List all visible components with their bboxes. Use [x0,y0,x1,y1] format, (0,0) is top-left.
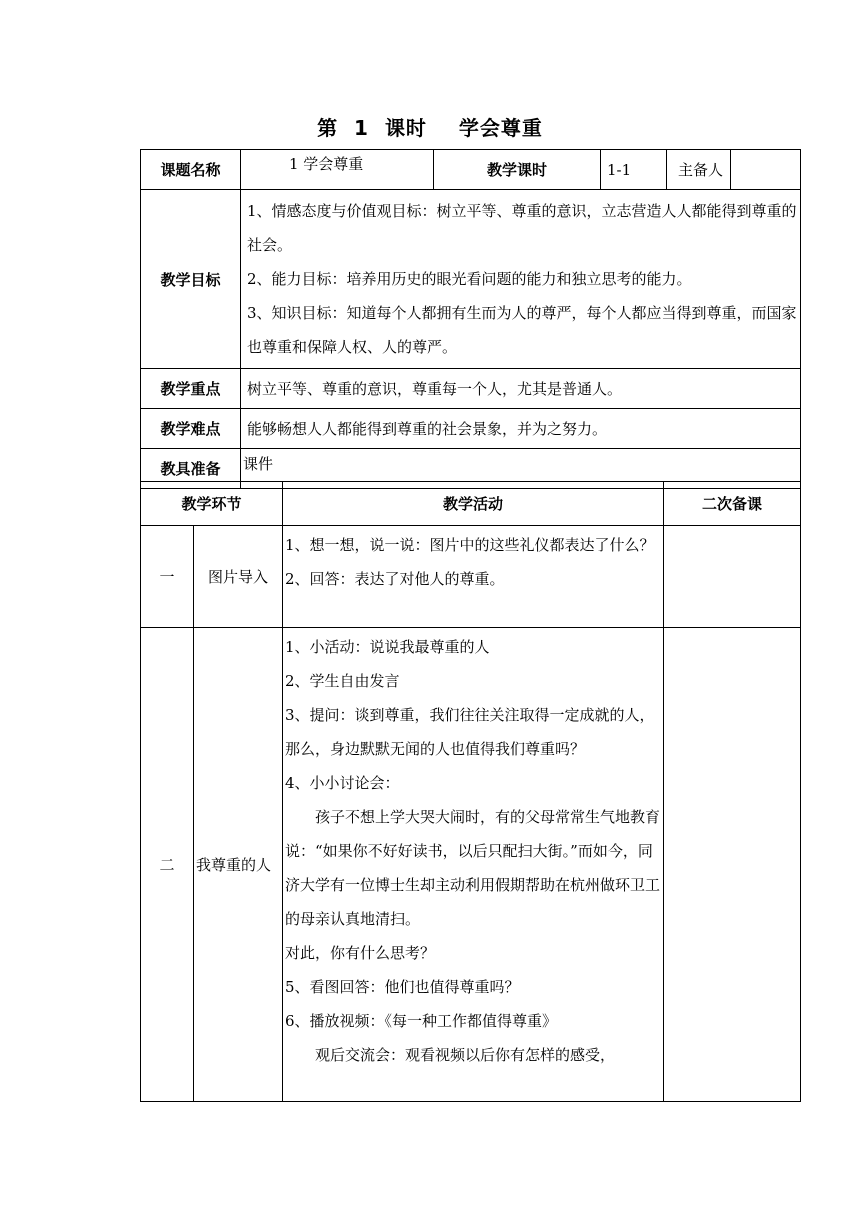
goal-line: 1、情感态度与价值观目标：树立平等、尊重的意识，立志营造人人都能得到尊重的社会。 [247,202,797,254]
activity-line: 孩子不想上学大哭大闹时，有的父母常常生气地教育说：“如果你不好好读书，以后只配扫大街。”而如今，同济大学有一位博士生却主动利用假期帮助在杭州做环卫工的母亲认真地清扫。 [285,808,661,928]
activity-line: 2、学生自由发言 [285,672,400,690]
second-prep-cell [664,526,801,628]
goals-label: 教学目标 [141,190,241,369]
page-title [0,112,860,141]
second-prep-cell [664,628,801,1102]
stage-name: 图片导入 [194,526,283,628]
difficulty-label: 教学难点 [141,409,241,449]
topic-label: 课题名称 [141,150,241,190]
tools-label: 教具准备 [141,449,241,489]
stage-number: 一 [141,526,194,628]
stage-activity [283,628,664,1102]
activity-header: 教学活动 [283,482,664,526]
activity-line: 1、小活动：说说我最尊重的人 [285,638,490,656]
key-point-value: 树立平等、尊重的意识，尊重每一个人，尤其是普通人。 [241,369,801,409]
title-prefix: 第 [317,116,339,140]
goal-line: 3、知识目标：知道每个人都拥有生而为人的尊严，每个人都应当得到尊重，而国家也尊重和保障人权、人的尊严。 [247,304,797,356]
title-lesson-name: 学会尊重 [458,116,543,140]
preparer-value [731,150,801,190]
tools-value: 课件 [241,449,801,489]
activity-line: 观后交流会：观看视频以后你有怎样的感受， [315,1046,616,1064]
title-number: 1 [354,116,369,140]
key-point-label: 教学重点 [141,369,241,409]
activity-line: 6、播放视频：《每一种工作都值得尊重》 [285,1012,558,1030]
activity-line: 对此，你有什么思考？ [285,944,436,962]
activity-line: 5、看图回答：他们也值得尊重吗？ [285,978,520,996]
stage-activity [283,526,664,628]
period-label: 教学课时 [434,150,601,190]
activity-line: 2、回答：表达了对他人的尊重。 [285,570,505,588]
topic-value: 1 学会尊重 [241,150,434,190]
activity-line: 4、小小讨论会： [285,774,400,792]
preparer-label: 主备人 [667,150,731,190]
activity-line: 1、想一想，说一说：图片中的这些礼仪都表达了什么？ [285,536,655,554]
period-value: 1-1 [601,150,667,190]
lesson-info-table [140,149,801,489]
title-suffix: 课时 [384,116,427,140]
stage-name: 我尊重的人 [194,628,283,1102]
stage-number: 二 [141,628,194,1102]
teaching-activity-table [140,481,801,1102]
goal-line: 2、能力目标：培养用历史的眼光看问题的能力和独立思考的能力。 [247,270,692,288]
goals-content [241,190,801,369]
difficulty-value: 能够畅想人人都能得到尊重的社会景象，并为之努力。 [241,409,801,449]
second-prep-header: 二次备课 [664,482,801,526]
activity-line: 3、提问：谈到尊重，我们往往关注取得一定成就的人，那么，身边默默无闻的人也值得我们尊重吗？ [285,706,655,758]
stage-header: 教学环节 [141,482,283,526]
